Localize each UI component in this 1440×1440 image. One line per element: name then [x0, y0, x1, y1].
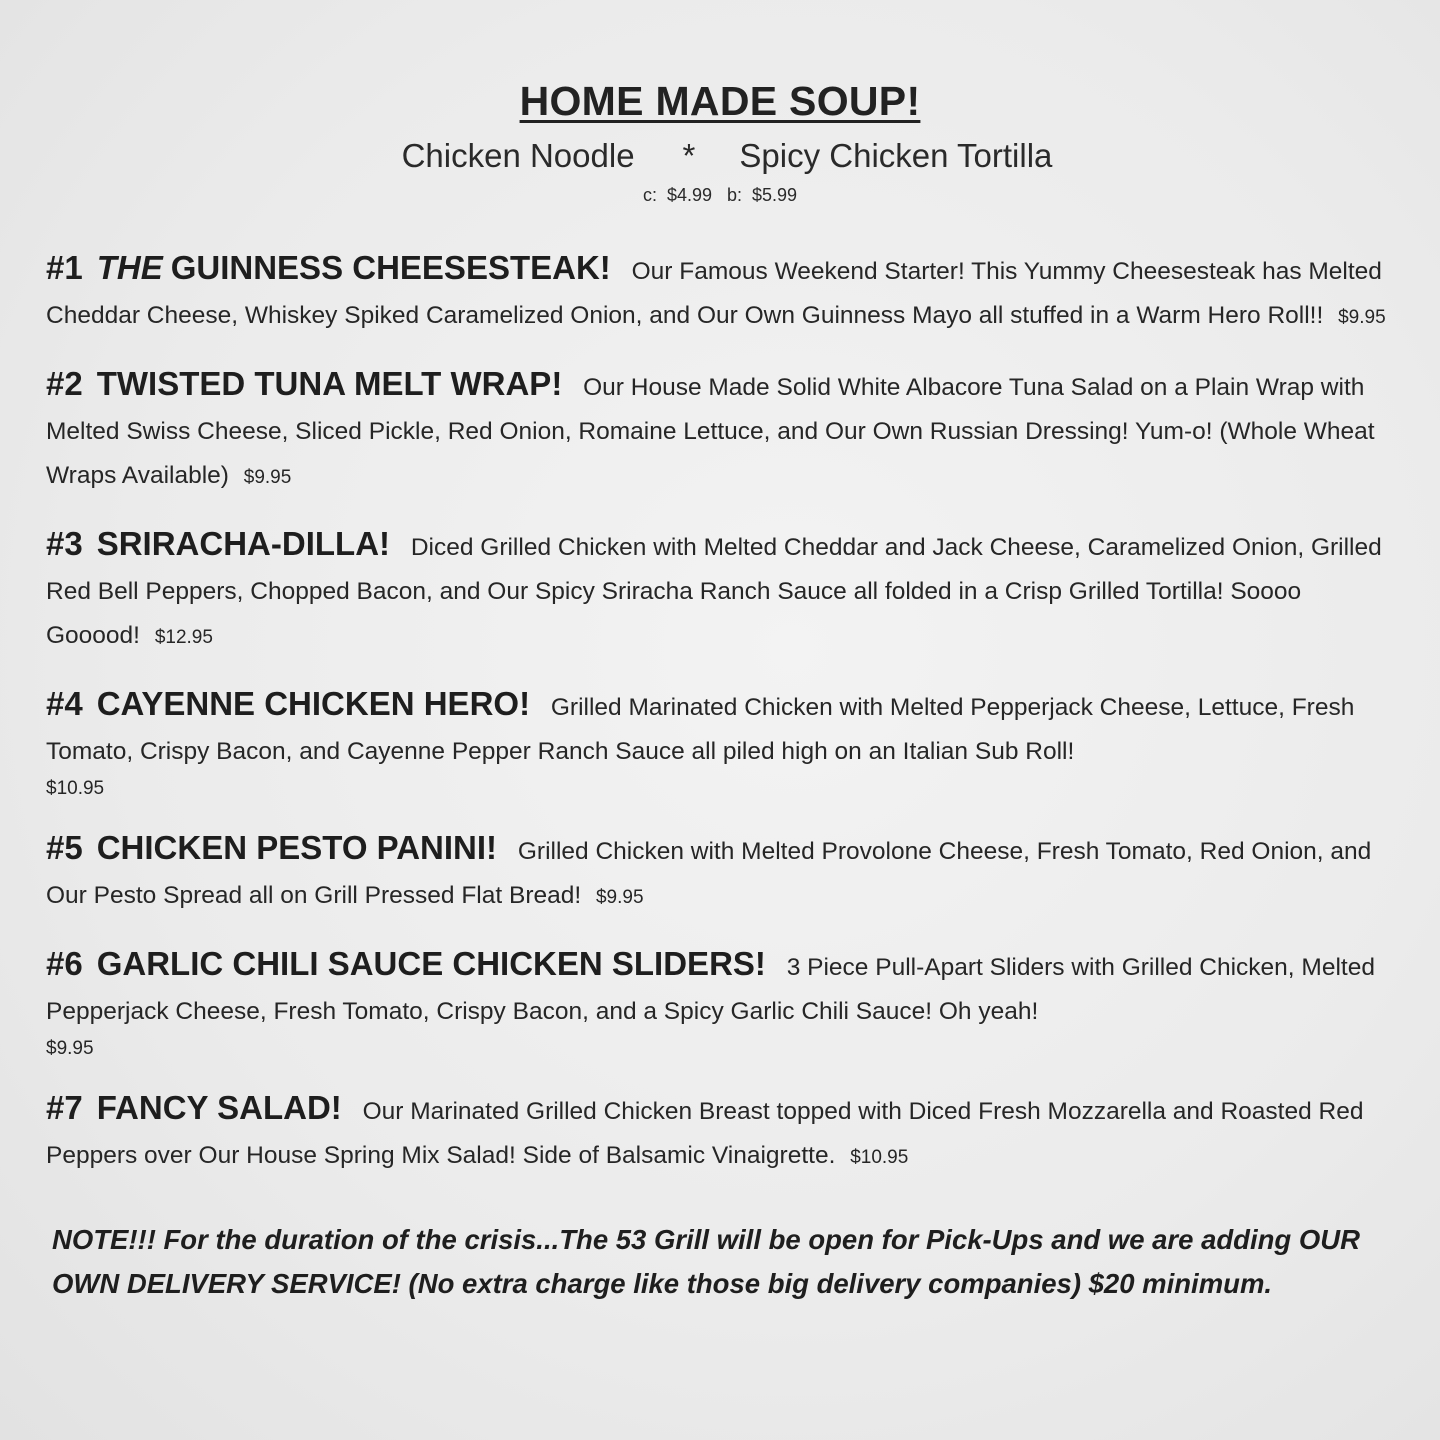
delivery-note: NOTE!!! For the duration of the crisis...The 53 Grill will be open for Pick-Ups and we are adding OUR OWN DELIVERY SERVICE! (No extra charge like those big delivery companies) $20 minimum. [52, 1224, 1360, 1299]
item-description: Our Marinated Grilled Chicken Breast topped with Diced Fresh Mozzarella and Roasted Red Peppers over Our House Spring Mix Salad! Side of Balsamic Vinaigrette. [46, 1098, 1364, 1169]
menu-items [46, 246, 1396, 1202]
item-number: #4 [46, 685, 83, 722]
menu-item [46, 682, 1396, 804]
item-price: $9.95 [595, 887, 644, 908]
menu-item [46, 1086, 1396, 1180]
item-price: $12.95 [154, 627, 213, 648]
item-number: #1 [46, 249, 83, 286]
soup-name-chicken-noodle: Chicken Noodle [401, 137, 635, 174]
item-name: TWISTED TUNA MELT WRAP! [96, 365, 563, 402]
item-price: $10.95 [46, 778, 105, 799]
item-price: $9.95 [1338, 307, 1386, 328]
item-name [97, 249, 611, 286]
item-name-emphasis: THE [96, 249, 163, 286]
item-number: #2 [46, 365, 83, 402]
item-description: Grilled Marinated Chicken with Melted Pepperjack Cheese, Lettuce, Fresh Tomato, Crispy Bacon, and Cayenne Pepper Ranch Sauce all piled high on an Italian Sub Roll! [46, 694, 1355, 765]
item-name: GARLIC CHILI SAUCE CHICKEN SLIDERS! [96, 945, 766, 982]
item-description: Grilled Chicken with Melted Provolone Cheese, Fresh Tomato, Red Onion, and Our Pesto Spread all on Grill Pressed Flat Bread! [46, 838, 1372, 909]
menu-item [46, 246, 1396, 340]
soup-names [0, 137, 1440, 175]
item-name: FANCY SALAD! [96, 1089, 342, 1126]
item-name: CAYENNE CHICKEN HERO! [96, 685, 531, 722]
item-description: Diced Grilled Chicken with Melted Cheddar and Jack Cheese, Caramelized Onion, Grilled Red Bell Peppers, Chopped Bacon, and Our Spicy Sriracha Ranch Sauce all folded in a Crisp Grilled Tortilla! Soooo Gooood! [46, 534, 1382, 649]
item-description: Our House Made Solid White Albacore Tuna Salad on a Plain Wrap with Melted Swiss Cheese, Sliced Pickle, Red Onion, Romaine Lettuce, and Our Own Russian Dressing! Yum-o! (Whole Wheat Wraps Available) [46, 374, 1375, 489]
item-number: #3 [46, 525, 83, 562]
soup-section [0, 78, 1440, 206]
menu-item [46, 942, 1396, 1064]
item-price: $9.95 [243, 467, 292, 488]
item-name: CHICKEN PESTO PANINI! [96, 829, 498, 866]
item-number: #5 [46, 829, 83, 866]
item-name-text: GUINNESS CHEESESTEAK! [170, 249, 611, 286]
soup-prices: c: $4.99 b: $5.99 [642, 185, 798, 205]
menu-item [46, 522, 1396, 660]
item-description: 3 Piece Pull-Apart Sliders with Grilled Chicken, Melted Pepperjack Cheese, Fresh Tomato, Crispy Bacon, and a Spicy Garlic Chili Sauce! Oh yeah! [46, 954, 1375, 1025]
item-price: $10.95 [850, 1147, 909, 1168]
soup-name-spicy-chicken-tortilla: Spicy Chicken Tortilla [739, 137, 1053, 174]
soup-title: HOME MADE SOUP! [519, 78, 921, 124]
item-price: $9.95 [46, 1038, 94, 1059]
menu-item [46, 362, 1396, 500]
item-number: #6 [46, 945, 83, 982]
soup-separator: * [682, 137, 696, 174]
menu-item [46, 826, 1396, 920]
item-number: #7 [46, 1089, 83, 1126]
item-description: Our Famous Weekend Starter! This Yummy Cheesesteak has Melted Cheddar Cheese, Whiskey Spiked Caramelized Onion, and Our Own Guinness Mayo all stuffed in a Warm Hero Roll!! [46, 258, 1382, 329]
item-name: SRIRACHA-DILLA! [96, 525, 391, 562]
